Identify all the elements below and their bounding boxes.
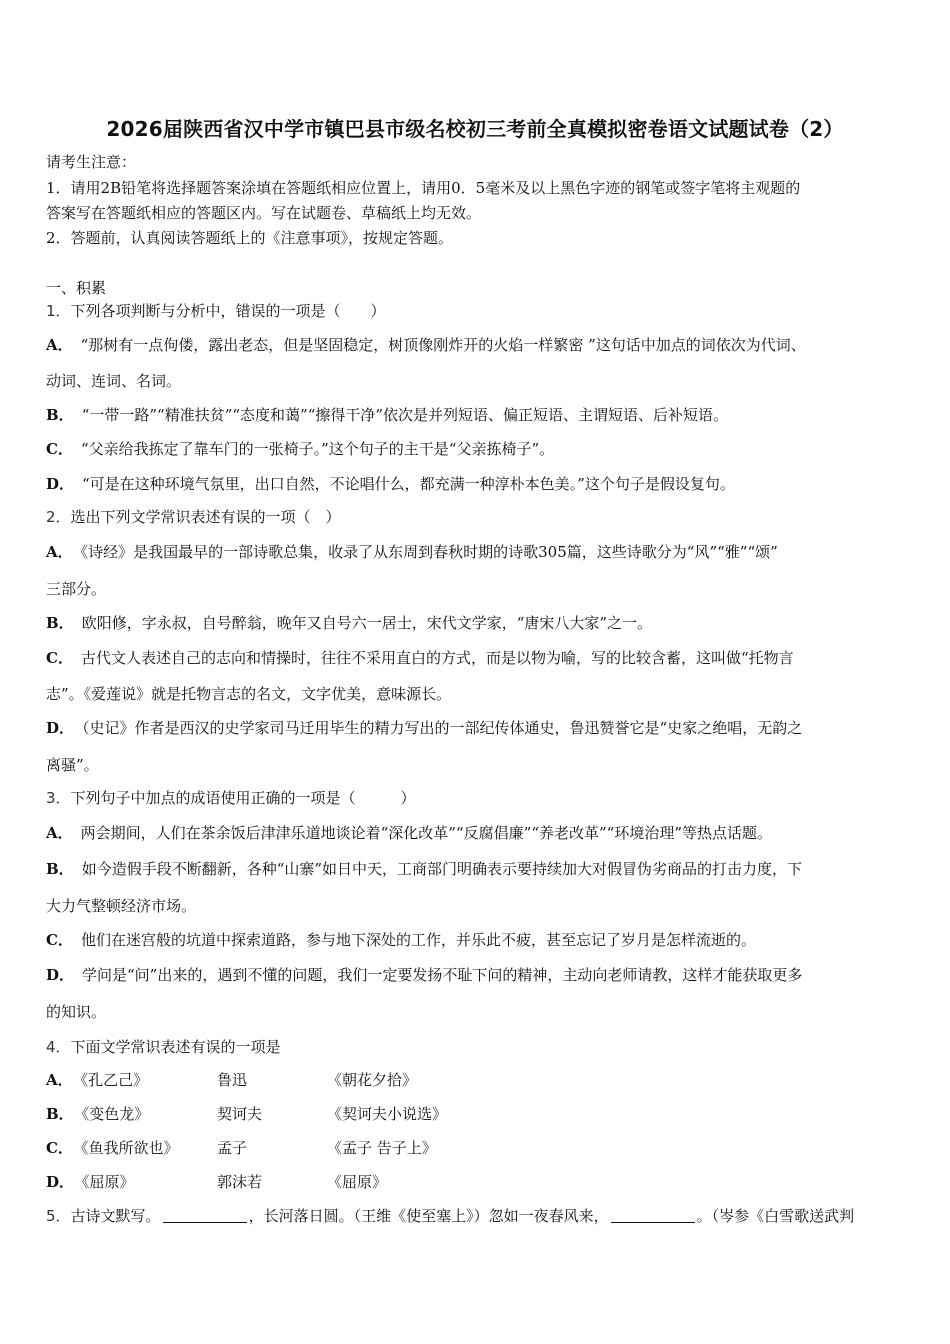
- notice-heading: 请考生注意：: [46, 153, 137, 171]
- q1-option-a-cont: 动词、连词、名词。: [46, 372, 182, 390]
- option-text: 欧阳修，字永叔，自号醉翁，晚年又自号六一居士，宋代文学家，“唐宋八大家”之一。: [81, 614, 653, 632]
- author: 鲁迅: [217, 1071, 248, 1089]
- notice-line-1a: 1．请用2B铅笔将选择题答案涂填在答题纸相应位置上，请用0．5毫米及以上黑色字迹的钢笔或签字笔将主观题的: [46, 179, 801, 197]
- q1-option-c: [46, 440, 554, 458]
- q2-option-d-cont: 离骚”。: [46, 756, 99, 774]
- q3-option-b-cont: 大力气整顿经济市场。: [46, 897, 197, 915]
- option-label: C．: [46, 1139, 73, 1157]
- option-text: 《诗经》是我国最早的一部诗歌总集，收录了从东周到春秋时期的诗歌305篇，这些诗歌分为“风”“雅”“颂”: [80, 543, 778, 561]
- q1-option-d: [46, 475, 735, 493]
- question-5: [46, 1207, 854, 1225]
- q3-option-b: [46, 860, 802, 878]
- source: 《孟子 告子上》: [327, 1139, 437, 1157]
- question-2: [46, 508, 341, 526]
- question-number: 5．: [46, 1207, 71, 1225]
- option-text: 两会期间，人们在茶余饭后津津乐道地谈论着“深化改革”“反腐倡廉”“养老改革”“环境治理”等热点话题。: [80, 824, 772, 842]
- option-label: D．: [46, 1173, 75, 1191]
- q2-option-a-cont: 三部分。: [46, 580, 107, 598]
- option-label: D．: [46, 966, 75, 984]
- author: 孟子: [217, 1139, 248, 1157]
- work-title: 《屈原》: [82, 1173, 135, 1191]
- option-text: 他们在迷宫般的坑道中探索道路，参与地下深处的工作，并乐此不疲，甚至忘记了岁月是怎样流逝的。: [80, 931, 756, 949]
- option-label: C．: [46, 931, 73, 949]
- option-label: B．: [46, 1105, 74, 1123]
- q3-option-d: [46, 966, 802, 984]
- section-heading: 一、积累: [46, 279, 107, 297]
- question-text-end: 。（岑参《白雪歌送武判: [696, 1207, 855, 1225]
- q2-option-c-cont: 志”。《爱莲说》就是托物言志的名文，文字优美，意味源长。: [46, 685, 452, 703]
- q3-option-d-cont: 的知识。: [46, 1003, 107, 1021]
- question-stem: 下列句子中加点的成语使用正确的一项是（ ）: [70, 789, 416, 807]
- option-label: B．: [46, 406, 74, 424]
- question-text: ，长河落日圆。（王维《使至塞上》）忽如一夜春风来，: [248, 1207, 609, 1225]
- question-1: [46, 302, 386, 320]
- page-title: 2026届陕西省汉中学市镇巴县市级名校初三考前全真模拟密卷语文试题试卷（2）: [106, 117, 844, 141]
- source: 《契诃夫小说选》: [327, 1105, 448, 1123]
- work-title: 《孔乙己》: [80, 1071, 149, 1089]
- option-label: A．: [46, 824, 73, 842]
- question-4: [46, 1038, 281, 1056]
- option-text: “可是在这种环境气氛里，出口自然，不论唱什么，都充满一种淳朴本色美。”这个句子是假设复句。: [82, 475, 735, 493]
- option-label: A．: [46, 336, 73, 354]
- option-label: B．: [46, 614, 74, 632]
- q3-option-a: [46, 824, 772, 842]
- work-title: 《变色龙》: [81, 1105, 150, 1123]
- option-text: “一带一路”“精准扶贫”“态度和蔼”“擦得干净”依次是并列短语、偏正短语、主谓短语、后补短语。: [81, 406, 729, 424]
- source: 《屈原》: [327, 1173, 388, 1191]
- question-number: 3．: [46, 789, 71, 807]
- option-label: B．: [46, 860, 74, 878]
- option-label: D．: [46, 719, 75, 737]
- option-text: 学问是“问”出来的，遇到不懂的问题，我们一定要发扬不耻下问的精神，主动向老师请教，这样才能获取更多: [82, 966, 803, 984]
- option-text: 古代文人表述自己的志向和情操时，往往不采用直白的方式，而是以物为喻，写的比较含蓄，这叫做“托物言: [80, 649, 794, 667]
- option-label: C．: [46, 440, 73, 458]
- question-number: 2．: [46, 508, 71, 526]
- q2-option-c: [46, 649, 794, 667]
- question-stem: 下面文学常识表述有误的一项是: [70, 1038, 281, 1056]
- q3-option-c: [46, 931, 756, 949]
- q1-option-a: [46, 336, 806, 354]
- notice-line-2: 2．答题前，认真阅读答题纸上的《注意事项》，按规定答题。: [46, 229, 454, 247]
- option-label: A．: [46, 543, 73, 561]
- q4-option-b: [46, 1105, 149, 1123]
- question-stem: 下列各项判断与分析中，错误的一项是（ ）: [70, 302, 386, 320]
- author: 郭沫若: [217, 1173, 263, 1191]
- q2-option-d: [46, 719, 802, 737]
- q2-option-a: [46, 543, 778, 561]
- q2-option-b: [46, 614, 652, 632]
- notice-line-1b: 答案写在答题纸相应的答题区内。写在试题卷、草稿纸上均无效。: [46, 204, 482, 222]
- source: 《朝花夕拾》: [327, 1071, 418, 1089]
- option-text: “父亲给我拣定了靠车门的一张椅子。”这个句子的主干是“父亲拣椅子”。: [80, 440, 555, 458]
- option-text: （史记》作者是西汉的史学家司马迁用毕生的精力写出的一部纪传体通史，鲁迅赞誉它是“史家之绝唱，无韵之: [82, 719, 803, 737]
- q1-option-b: [46, 406, 728, 424]
- question-stem: 古诗文默写。: [70, 1207, 161, 1225]
- option-text: 如今造假手段不断翻新，各种“山寨”如日中天，工商部门明确表示要持续加大对假冒伪劣商品的打击力度，下: [81, 860, 803, 878]
- question-number: 1．: [46, 302, 71, 320]
- question-stem: 选出下列文学常识表述有误的一项（ ）: [70, 508, 341, 526]
- option-text: “那树有一点佝偻，露出老态，但是坚固稳定，树顶像刚炸开的火焰一样繁密 ”这句话中加点的词依次为代词、: [80, 336, 806, 354]
- q4-option-a: [46, 1071, 148, 1089]
- q4-option-c: [46, 1139, 178, 1157]
- option-label: A．: [46, 1071, 73, 1089]
- answer-blank-1[interactable]: [163, 1208, 247, 1223]
- option-label: C．: [46, 649, 73, 667]
- question-3: [46, 789, 416, 807]
- option-label: D．: [46, 475, 75, 493]
- q4-option-d: [46, 1173, 135, 1191]
- answer-blank-2[interactable]: [611, 1208, 695, 1223]
- work-title: 《鱼我所欲也》: [80, 1139, 179, 1157]
- author: 契诃夫: [217, 1105, 263, 1123]
- question-number: 4．: [46, 1038, 71, 1056]
